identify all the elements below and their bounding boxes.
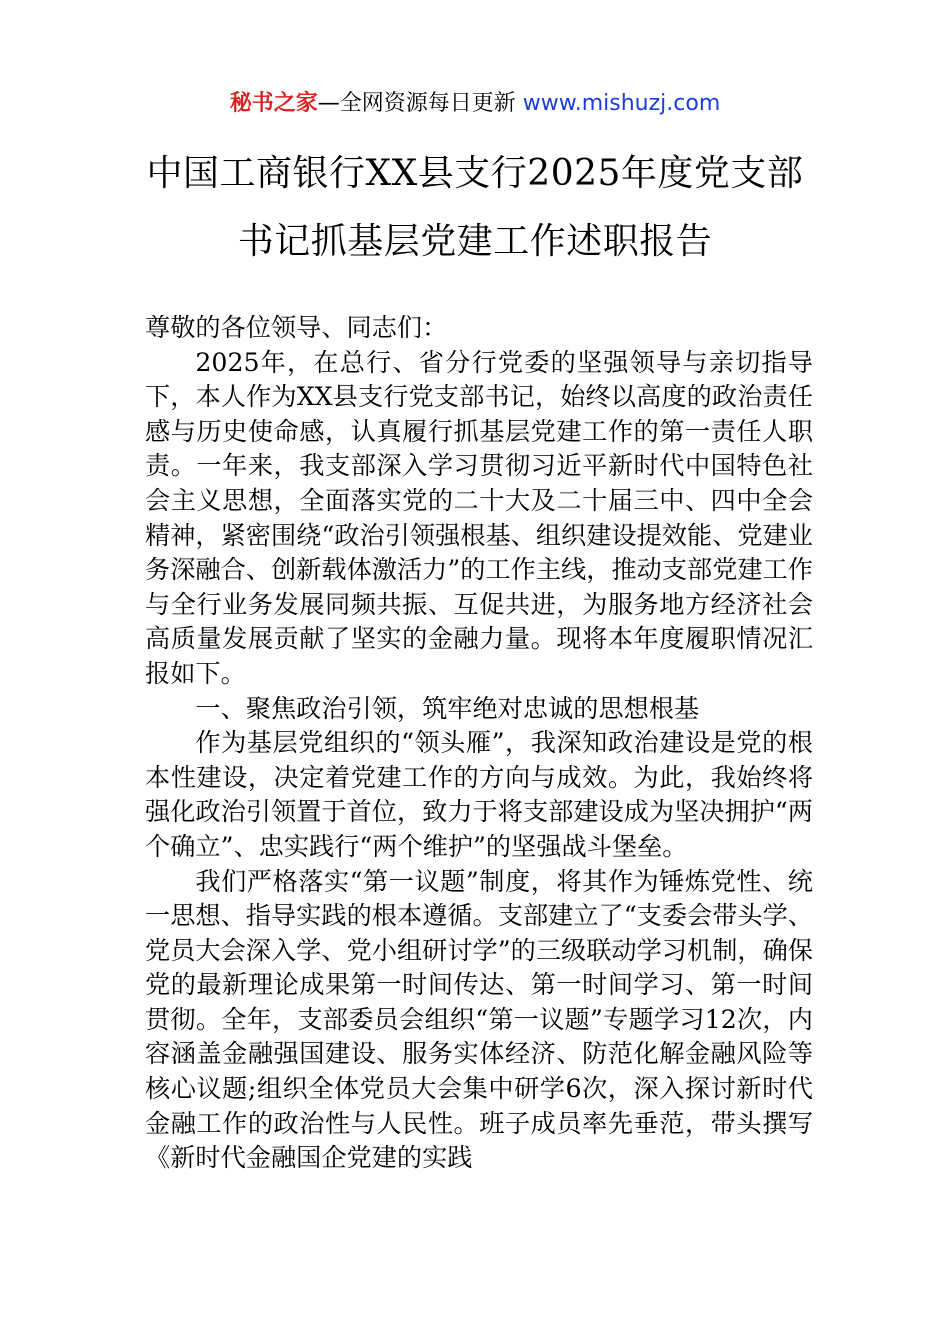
document-body — [145, 311, 813, 1176]
paragraph-first-agenda: 我们严格落实“第一议题”制度，将其作为锤炼党性、统一思想、指导实践的根本遵循。支部建立了“支委会带头学、党员大会深入学、党小组研讨学”的三级联动学习机制，确保党的最新理论成果第一时间传达、第一时间学习、第一时间贯彻。全年，支部委员会组织“第一议题”专题学习12次，内容涵盖金融强国建设、服务实体经济、防范化解金融风险等核心议题;组织全体党员大会集中研学6次，深入探讨新时代金融工作的政治性与人民性。班子成员率先垂范，带头撰写《新时代金融国企党建的实践 — [145, 866, 813, 1173]
salutation: 尊敬的各位领导、同志们： — [145, 313, 448, 342]
document-title-line-2: 书记抓基层党建工作述职报告 — [237, 221, 713, 262]
paragraph-intro: 2025年，在总行、省分行党委的坚强领导与亲切指导下，本人作为XX县支行党支部书记，始终以高度的政治责任感与历史使命感，认真履行抓基层党建工作的第一责任人职责。一年来，我支部深入学习贯彻习近平新时代中国特色社会主义思想，全面落实党的二十大及二十届三中、四中全会精神，紧密围绕“政治引领强根基、组织建设提效能、党建业务深融合、创新载体激活力”的工作主线，推动支部党建工作与全行业务发展同频共振、互促共进，为服务地方经济社会高质量发展贡献了坚实的金融力量。现将本年度履职情况汇报如下。 — [145, 347, 813, 688]
paragraph-political-leadership: 作为基层党组织的“领头雁”，我深知政治建设是党的根本性建设，决定着党建工作的方向与成效。为此，我始终将强化政治引领置于首位，致力于将支部建设成为坚决拥护“两个确立”、忠实践行“两个维护”的坚强战斗堡垒。 — [145, 728, 813, 861]
site-url-link[interactable]: www.mishuzj.com — [522, 91, 721, 116]
site-tagline: —全网资源每日更新 — [317, 91, 523, 116]
document-title-line-1: 中国工商银行XX县支行2025年度党支部 — [146, 153, 804, 194]
site-header — [0, 88, 950, 120]
section-heading-1: 一、聚焦政治引领，筑牢绝对忠诚的思想根基 — [195, 693, 700, 723]
site-brand: 秘书之家 — [229, 91, 318, 116]
